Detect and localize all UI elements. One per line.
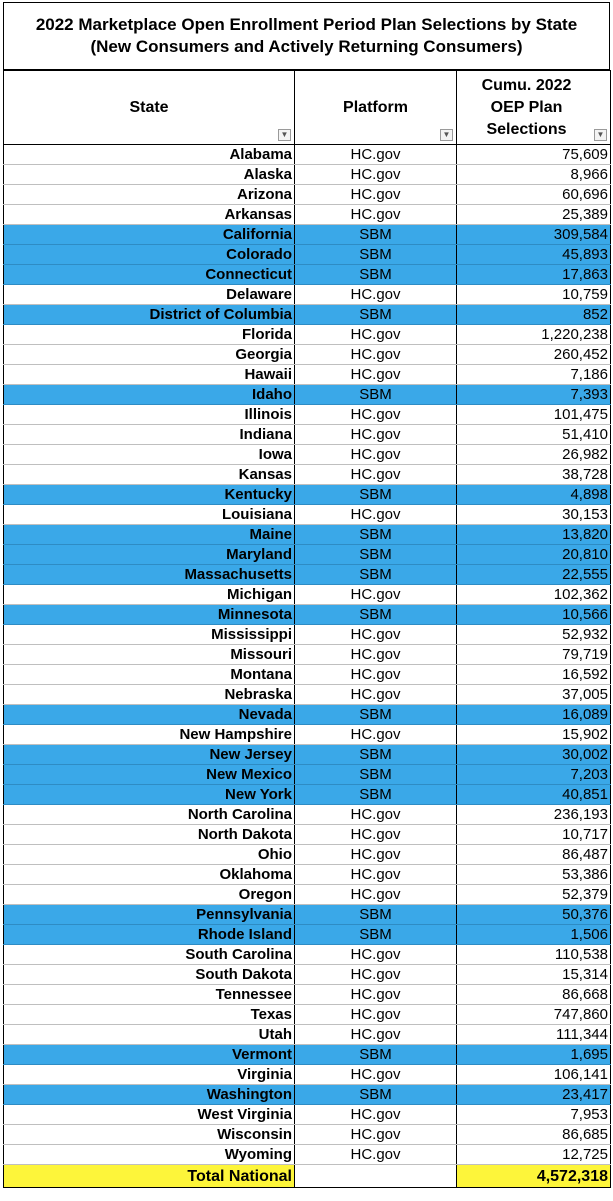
selections-cell: 7,953: [457, 1105, 611, 1125]
platform-cell: HC.gov: [295, 325, 457, 345]
total-platform-cell: [295, 1165, 457, 1188]
platform-cell: SBM: [295, 1085, 457, 1105]
platform-cell: HC.gov: [295, 445, 457, 465]
state-cell: Nebraska: [4, 685, 295, 705]
state-cell: California: [4, 225, 295, 245]
total-row: [4, 1165, 611, 1188]
selections-cell: 40,851: [457, 785, 611, 805]
selections-cell: 45,893: [457, 245, 611, 265]
platform-cell: SBM: [295, 525, 457, 545]
selections-cell: 75,609: [457, 145, 611, 165]
selections-cell: 12,725: [457, 1145, 611, 1165]
state-cell: Alaska: [4, 165, 295, 185]
selections-cell: 7,393: [457, 385, 611, 405]
table-row: [4, 765, 611, 785]
state-cell: Minnesota: [4, 605, 295, 625]
table-row: [4, 325, 611, 345]
selections-column-header: [457, 71, 611, 145]
table-row: [4, 625, 611, 645]
table-row: [4, 305, 611, 325]
platform-cell: HC.gov: [295, 365, 457, 385]
state-cell: South Dakota: [4, 965, 295, 985]
selections-header-line-1: Cumu. 2022: [481, 76, 572, 94]
platform-cell: SBM: [295, 605, 457, 625]
platform-cell: HC.gov: [295, 945, 457, 965]
table-row: [4, 565, 611, 585]
platform-cell: HC.gov: [295, 345, 457, 365]
selections-cell: 7,186: [457, 365, 611, 385]
selections-cell: 111,344: [457, 1025, 611, 1045]
platform-cell: HC.gov: [295, 425, 457, 445]
selections-cell: 1,506: [457, 925, 611, 945]
selections-cell: 1,220,238: [457, 325, 611, 345]
table-row: [4, 645, 611, 665]
platform-cell: HC.gov: [295, 185, 457, 205]
selections-cell: 852: [457, 305, 611, 325]
platform-cell: HC.gov: [295, 825, 457, 845]
state-cell: Massachusetts: [4, 565, 295, 585]
selections-cell: 10,566: [457, 605, 611, 625]
platform-cell: SBM: [295, 385, 457, 405]
table-row: [4, 925, 611, 945]
state-cell: Tennessee: [4, 985, 295, 1005]
table-row: [4, 685, 611, 705]
platform-cell: HC.gov: [295, 1125, 457, 1145]
state-cell: Colorado: [4, 245, 295, 265]
selections-cell: 86,668: [457, 985, 611, 1005]
platform-cell: HC.gov: [295, 585, 457, 605]
table-row: [4, 885, 611, 905]
table-row: [4, 285, 611, 305]
selections-header-line-2: OEP Plan: [490, 98, 563, 116]
platform-cell: HC.gov: [295, 1005, 457, 1025]
table-row: [4, 985, 611, 1005]
platform-cell: SBM: [295, 905, 457, 925]
state-cell: District of Columbia: [4, 305, 295, 325]
selections-cell: 1,695: [457, 1045, 611, 1065]
platform-header-label: Platform: [343, 98, 408, 116]
state-cell: North Dakota: [4, 825, 295, 845]
state-cell: Arizona: [4, 185, 295, 205]
table-row: [4, 725, 611, 745]
table-row: [4, 945, 611, 965]
table-row: [4, 1065, 611, 1085]
platform-cell: HC.gov: [295, 165, 457, 185]
state-cell: Montana: [4, 665, 295, 685]
state-cell: Nevada: [4, 705, 295, 725]
selections-cell: 101,475: [457, 405, 611, 425]
enrollment-table: [3, 70, 611, 1188]
selections-cell: 60,696: [457, 185, 611, 205]
state-cell: Wyoming: [4, 1145, 295, 1165]
state-cell: Iowa: [4, 445, 295, 465]
spreadsheet: [3, 2, 610, 1188]
platform-cell: HC.gov: [295, 505, 457, 525]
state-header-label: State: [129, 98, 169, 116]
selections-cell: 309,584: [457, 225, 611, 245]
platform-cell: SBM: [295, 745, 457, 765]
title-line-2: (New Consumers and Actively Returning Consumers): [90, 37, 523, 56]
platform-cell: SBM: [295, 785, 457, 805]
state-cell: Maryland: [4, 545, 295, 565]
table-row: [4, 905, 611, 925]
table-row: [4, 145, 611, 165]
selections-cell: 86,685: [457, 1125, 611, 1145]
table-row: [4, 185, 611, 205]
selections-cell: 52,379: [457, 885, 611, 905]
selections-cell: 50,376: [457, 905, 611, 925]
platform-cell: SBM: [295, 545, 457, 565]
table-row: [4, 525, 611, 545]
selections-cell: 13,820: [457, 525, 611, 545]
platform-cell: HC.gov: [295, 405, 457, 425]
selections-cell: 23,417: [457, 1085, 611, 1105]
state-cell: Georgia: [4, 345, 295, 365]
platform-cell: HC.gov: [295, 205, 457, 225]
platform-cell: HC.gov: [295, 1065, 457, 1085]
selections-cell: 79,719: [457, 645, 611, 665]
table-body: [4, 145, 611, 1165]
selections-header-line-3: Selections: [486, 120, 567, 138]
state-column-header: [4, 71, 295, 145]
state-cell: Connecticut: [4, 265, 295, 285]
state-cell: New Jersey: [4, 745, 295, 765]
state-cell: Oregon: [4, 885, 295, 905]
platform-cell: SBM: [295, 705, 457, 725]
state-cell: Maine: [4, 525, 295, 545]
title-line-1: 2022 Marketplace Open Enrollment Period Plan Selections by State: [35, 15, 578, 34]
selections-cell: 51,410: [457, 425, 611, 445]
platform-cell: SBM: [295, 485, 457, 505]
state-cell: Florida: [4, 325, 295, 345]
table-row: [4, 225, 611, 245]
table-row: [4, 505, 611, 525]
selections-cell: 30,002: [457, 745, 611, 765]
table-row: [4, 365, 611, 385]
selections-cell: 37,005: [457, 685, 611, 705]
filter-dropdown-icon[interactable]: ▼: [440, 129, 453, 141]
total-label: Total National: [4, 1165, 295, 1188]
state-cell: Utah: [4, 1025, 295, 1045]
selections-cell: 20,810: [457, 545, 611, 565]
table-row: [4, 1085, 611, 1105]
table-row: [4, 465, 611, 485]
platform-cell: HC.gov: [295, 665, 457, 685]
state-cell: North Carolina: [4, 805, 295, 825]
state-cell: Hawaii: [4, 365, 295, 385]
state-cell: Texas: [4, 1005, 295, 1025]
platform-cell: HC.gov: [295, 725, 457, 745]
state-cell: Rhode Island: [4, 925, 295, 945]
state-cell: West Virginia: [4, 1105, 295, 1125]
selections-cell: 260,452: [457, 345, 611, 365]
total-value: 4,572,318: [457, 1165, 611, 1188]
platform-cell: SBM: [295, 565, 457, 585]
table-row: [4, 205, 611, 225]
platform-cell: HC.gov: [295, 145, 457, 165]
state-cell: Louisiana: [4, 505, 295, 525]
selections-cell: 10,717: [457, 825, 611, 845]
platform-cell: HC.gov: [295, 965, 457, 985]
state-cell: Mississippi: [4, 625, 295, 645]
selections-cell: 53,386: [457, 865, 611, 885]
state-cell: New Mexico: [4, 765, 295, 785]
state-cell: Arkansas: [4, 205, 295, 225]
selections-cell: 236,193: [457, 805, 611, 825]
table-title: [3, 2, 610, 70]
selections-cell: 747,860: [457, 1005, 611, 1025]
selections-cell: 26,982: [457, 445, 611, 465]
platform-cell: HC.gov: [295, 845, 457, 865]
platform-cell: SBM: [295, 265, 457, 285]
selections-cell: 17,863: [457, 265, 611, 285]
table-row: [4, 425, 611, 445]
state-cell: Kentucky: [4, 485, 295, 505]
table-row: [4, 1145, 611, 1165]
state-cell: South Carolina: [4, 945, 295, 965]
table-row: [4, 265, 611, 285]
state-cell: Virginia: [4, 1065, 295, 1085]
selections-cell: 86,487: [457, 845, 611, 865]
platform-cell: HC.gov: [295, 985, 457, 1005]
selections-cell: 102,362: [457, 585, 611, 605]
platform-cell: HC.gov: [295, 625, 457, 645]
state-cell: Idaho: [4, 385, 295, 405]
state-cell: Ohio: [4, 845, 295, 865]
table-row: [4, 405, 611, 425]
selections-cell: 4,898: [457, 485, 611, 505]
table-row: [4, 385, 611, 405]
selections-cell: 22,555: [457, 565, 611, 585]
platform-cell: HC.gov: [295, 685, 457, 705]
state-cell: Wisconsin: [4, 1125, 295, 1145]
table-row: [4, 545, 611, 565]
state-cell: Vermont: [4, 1045, 295, 1065]
selections-cell: 15,902: [457, 725, 611, 745]
state-cell: Pennsylvania: [4, 905, 295, 925]
table-row: [4, 1105, 611, 1125]
selections-cell: 10,759: [457, 285, 611, 305]
platform-cell: SBM: [295, 765, 457, 785]
platform-cell: HC.gov: [295, 805, 457, 825]
state-cell: New York: [4, 785, 295, 805]
table-row: [4, 245, 611, 265]
platform-cell: HC.gov: [295, 885, 457, 905]
table-row: [4, 445, 611, 465]
selections-cell: 110,538: [457, 945, 611, 965]
state-cell: Oklahoma: [4, 865, 295, 885]
platform-cell: HC.gov: [295, 1145, 457, 1165]
selections-cell: 106,141: [457, 1065, 611, 1085]
filter-dropdown-icon[interactable]: ▼: [594, 129, 607, 141]
table-row: [4, 665, 611, 685]
table-row: [4, 785, 611, 805]
platform-cell: HC.gov: [295, 1025, 457, 1045]
table-row: [4, 605, 611, 625]
state-cell: Missouri: [4, 645, 295, 665]
platform-column-header: [295, 71, 457, 145]
table-row: [4, 1125, 611, 1145]
state-cell: New Hampshire: [4, 725, 295, 745]
selections-cell: 52,932: [457, 625, 611, 645]
table-row: [4, 705, 611, 725]
table-row: [4, 585, 611, 605]
state-cell: Washington: [4, 1085, 295, 1105]
table-row: [4, 745, 611, 765]
platform-cell: HC.gov: [295, 1105, 457, 1125]
sort-filter-icon[interactable]: ▼: [278, 129, 291, 141]
selections-cell: 30,153: [457, 505, 611, 525]
header-row: [4, 71, 611, 145]
platform-cell: HC.gov: [295, 285, 457, 305]
table-row: [4, 1045, 611, 1065]
state-cell: Delaware: [4, 285, 295, 305]
platform-cell: SBM: [295, 225, 457, 245]
platform-cell: SBM: [295, 305, 457, 325]
state-cell: Illinois: [4, 405, 295, 425]
table-row: [4, 825, 611, 845]
state-cell: Michigan: [4, 585, 295, 605]
selections-cell: 7,203: [457, 765, 611, 785]
state-cell: Indiana: [4, 425, 295, 445]
platform-cell: HC.gov: [295, 465, 457, 485]
platform-cell: HC.gov: [295, 645, 457, 665]
state-cell: Kansas: [4, 465, 295, 485]
selections-cell: 38,728: [457, 465, 611, 485]
table-row: [4, 965, 611, 985]
table-row: [4, 865, 611, 885]
table-row: [4, 1025, 611, 1045]
platform-cell: HC.gov: [295, 865, 457, 885]
table-row: [4, 165, 611, 185]
selections-cell: 8,966: [457, 165, 611, 185]
platform-cell: SBM: [295, 1045, 457, 1065]
platform-cell: SBM: [295, 925, 457, 945]
table-row: [4, 1005, 611, 1025]
table-row: [4, 485, 611, 505]
table-row: [4, 345, 611, 365]
table-row: [4, 845, 611, 865]
state-cell: Alabama: [4, 145, 295, 165]
selections-cell: 16,592: [457, 665, 611, 685]
selections-cell: 25,389: [457, 205, 611, 225]
platform-cell: SBM: [295, 245, 457, 265]
table-row: [4, 805, 611, 825]
selections-cell: 16,089: [457, 705, 611, 725]
selections-cell: 15,314: [457, 965, 611, 985]
